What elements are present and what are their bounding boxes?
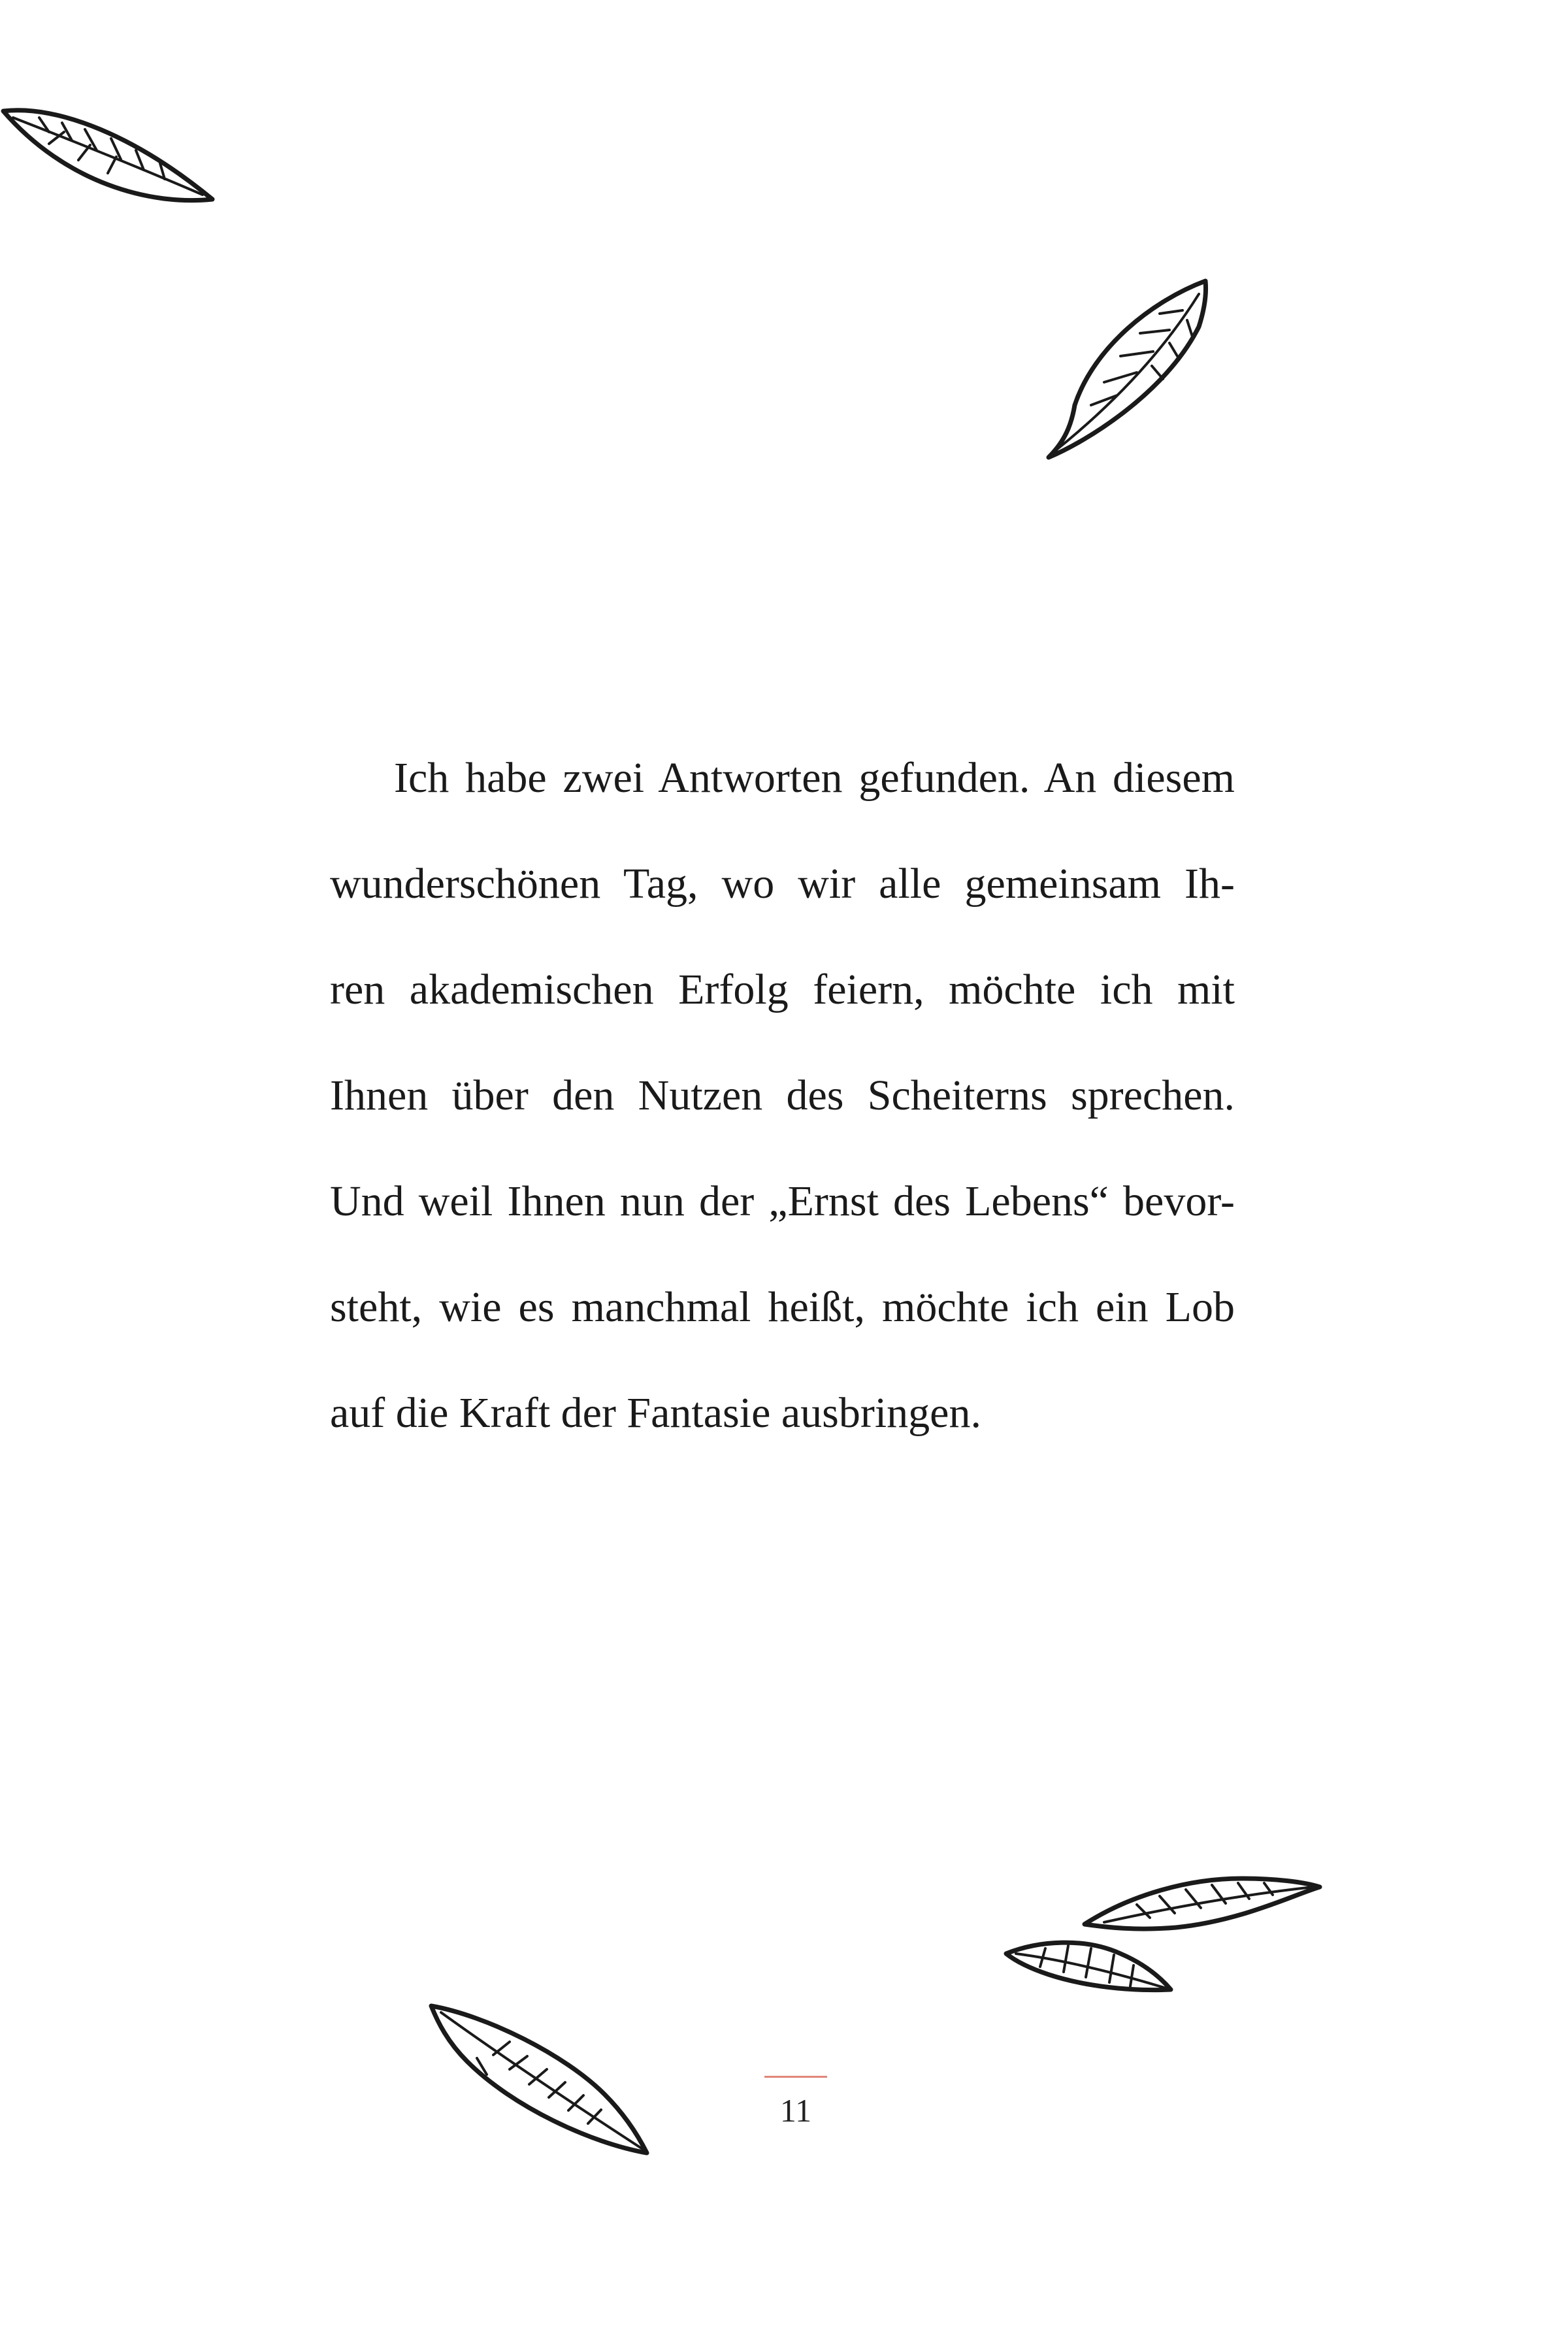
text-line: Und weil Ihnen nun der „Ernst des Lebens“ bevor- — [330, 1177, 1235, 1225]
text-line: Ihnen über den Nutzen des Scheiterns sprechen. — [330, 1072, 1235, 1119]
text-line: wunderschönen Tag, wo wir alle gemeinsam Ih- — [330, 860, 1235, 908]
text-line: steht, wie es manchmal heißt, möchte ich ein Lob — [330, 1283, 1235, 1331]
leaf-icon — [1078, 1869, 1326, 1941]
leaf-icon — [1000, 1934, 1176, 1999]
leaf-icon — [421, 1996, 657, 2159]
text-line: auf die Kraft der Fantasie ausbringen. — [330, 1389, 981, 1437]
leaf-icon — [0, 91, 222, 209]
leaf-icon — [1036, 274, 1218, 464]
page-number-rule — [764, 2076, 827, 2078]
text-line: Ich habe zwei Antworten gefunden. An diesem — [394, 754, 1235, 802]
body-paragraph — [330, 725, 1235, 1466]
page-number: 11 — [779, 2092, 812, 2129]
text-line: ren akademischen Erfolg feiern, möchte ich mit — [330, 966, 1235, 1013]
